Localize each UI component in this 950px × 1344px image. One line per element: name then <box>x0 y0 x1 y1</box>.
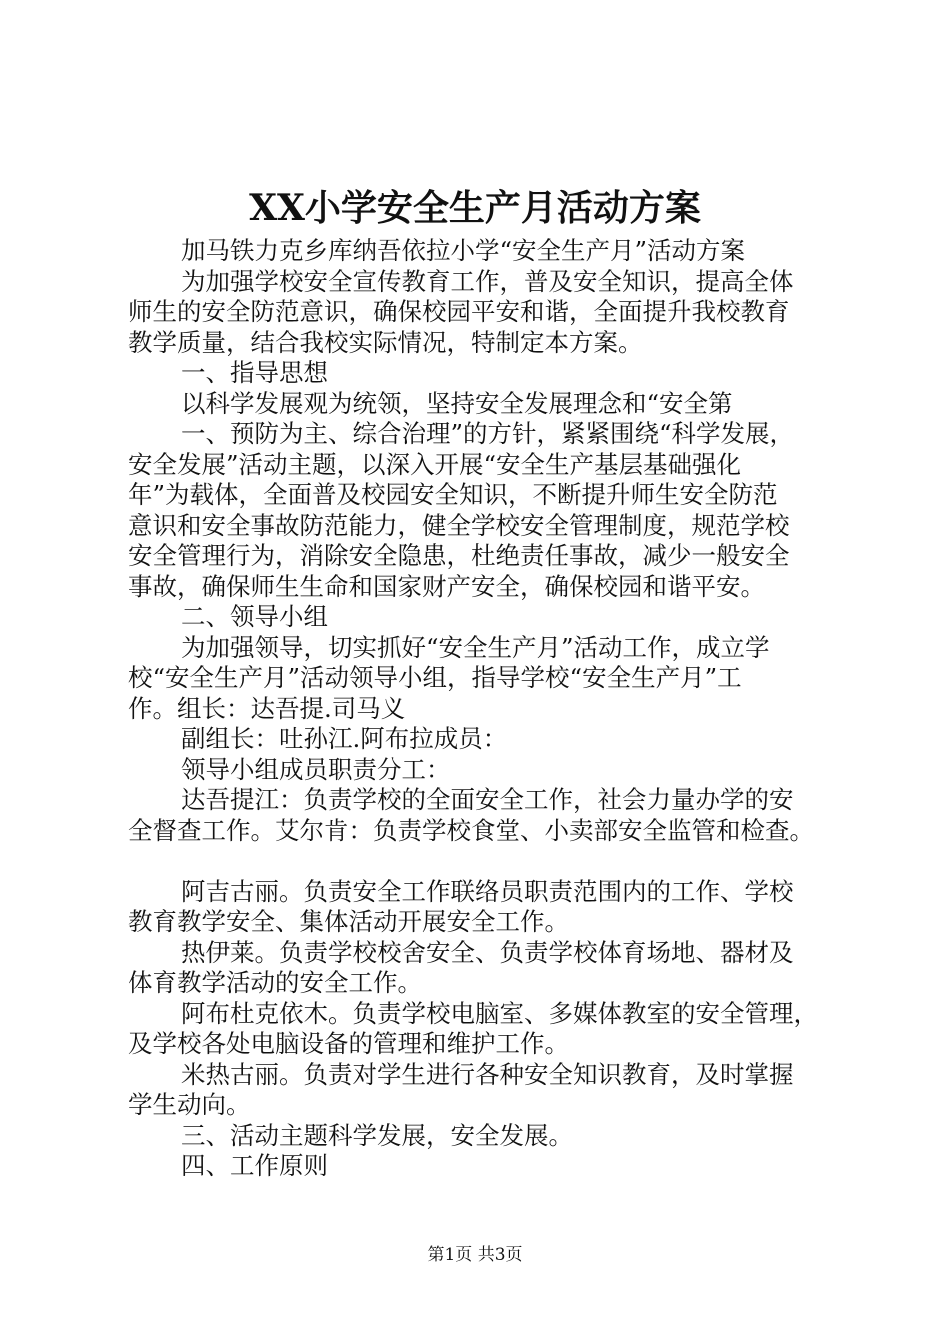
body-line: 事故，确保师生生命和国家财产安全，确保校园和谐平安。 <box>128 571 765 601</box>
body-line: 二、领导小组 <box>181 602 328 631</box>
body-line: 四、工作原则 <box>181 1151 328 1180</box>
body-line: 及学校各处电脑设备的管理和维护工作。 <box>128 1029 569 1058</box>
body-line <box>128 846 833 877</box>
body-line: 达吾提江：负责学校的全面安全工作，社会力量办学的安 <box>181 785 794 814</box>
document-title: XX小学安全生产月活动方案 <box>249 187 701 229</box>
body-line: 全督查工作。艾尔肯：负责学校食堂、小卖部安全监管和检查。 <box>128 815 814 845</box>
body-line: 加马铁力克乡库纳吾依拉小学“安全生产月”活动方案 <box>181 236 746 265</box>
document-body <box>128 236 833 1182</box>
body-line: 热伊莱。负责学校校舍安全、负责学校体育场地、器材及 <box>181 937 794 967</box>
body-line: 副组长：吐孙江.阿布拉成员： <box>181 724 508 753</box>
body-line: 意识和安全事故防范能力，健全学校安全管理制度，规范学校 <box>128 510 790 540</box>
body-line: 三、活动主题科学发展，安全发展。 <box>181 1120 573 1150</box>
body-line: 教学质量，结合我校实际情况，特制定本方案。 <box>128 327 643 357</box>
page-footer: 第1页 共3页 <box>427 1245 523 1265</box>
body-line: 阿吉古丽。负责安全工作联络员职责范围内的工作、学校 <box>181 876 794 906</box>
body-line: 体育教学活动的安全工作。 <box>128 968 422 997</box>
body-line: 为加强学校安全宣传教育工作，普及安全知识，提高全体 <box>181 266 794 296</box>
body-line: 师生的安全防范意识，确保校园平安和谐，全面提升我校教育 <box>128 297 790 326</box>
body-line: 阿布杜克依木。负责学校电脑室、多媒体教室的安全管理， <box>181 998 818 1028</box>
body-line: 安全管理行为，消除安全隐患，杜绝责任事故，减少一般安全 <box>128 541 790 570</box>
body-line: 米热古丽。负责对学生进行各种安全知识教育，及时掌握 <box>181 1059 794 1089</box>
body-line: 一、预防为主、综合治理”的方针，紧紧围绕“科学发展， <box>181 419 795 448</box>
body-line: 为加强领导，切实抓好“安全生产月”活动工作，成立学 <box>181 632 770 662</box>
body-line: 校“安全生产月”活动领导小组，指导学校“安全生产月”工 <box>128 663 742 692</box>
body-line: 教育教学安全、集体活动开展安全工作。 <box>128 907 569 936</box>
body-line: 作。组长：达吾提.司马义 <box>128 693 406 723</box>
body-line: 学生动向。 <box>128 1090 251 1119</box>
body-line: 以科学发展观为统领，坚持安全发展理念和“安全第 <box>181 388 733 418</box>
body-line: 领导小组成员职责分工： <box>181 754 451 784</box>
body-line: 一、指导思想 <box>181 358 328 387</box>
body-line: 安全发展”活动主题，以深入开展“安全生产基层基础强化 <box>128 449 742 479</box>
body-line: 年”为载体，全面普及校园安全知识，不断提升师生安全防范 <box>128 480 778 509</box>
